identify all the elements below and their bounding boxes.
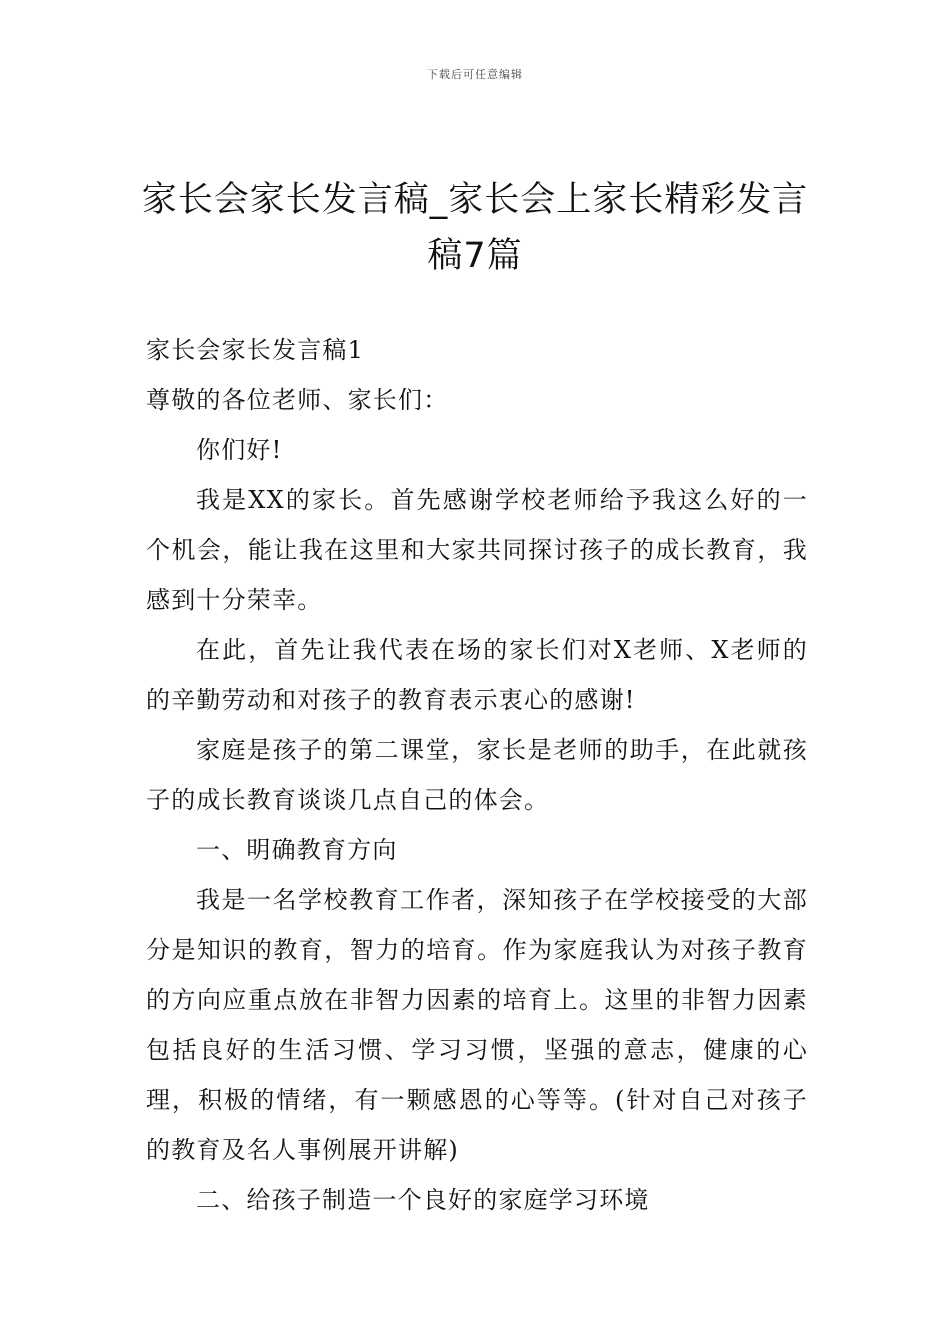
document-title: 家长会家长发言稿_家长会上家长精彩发言稿7篇 xyxy=(141,180,809,276)
document-body xyxy=(146,325,808,1225)
salutation: 尊敬的各位老师、家长们： xyxy=(146,386,449,414)
paragraph-greeting: 你们好! xyxy=(196,436,283,464)
paragraph-thanks: 在此，首先让我代表在场的家长们对X老师、X老师的的辛勤劳动和对孩子的教育表示衷心的感谢! xyxy=(146,636,808,714)
subheading-direction: 一、明确教育方向 xyxy=(196,836,398,864)
paragraph-family-classroom: 家庭是孩子的第二课堂，家长是老师的助手，在此就孩子的成长教育谈谈几点自己的体会。 xyxy=(146,736,808,814)
header-note: 下载后可任意编辑 xyxy=(427,68,523,81)
section-heading: 家长会家长发言稿1 xyxy=(146,336,365,364)
paragraph-introduction: 我是XX的家长。首先感谢学校老师给予我这么好的一个机会，能让我在这里和大家共同探讨孩子的成长教育，我感到十分荣幸。 xyxy=(146,486,808,614)
subheading-environment: 二、给孩子制造一个良好的家庭学习环境 xyxy=(196,1186,650,1214)
paragraph-education-direction: 我是一名学校教育工作者，深知孩子在学校接受的大部分是知识的教育，智力的培育。作为家庭我认为对孩子教育的方向应重点放在非智力因素的培育上。这里的非智力因素包括良好的生活习惯、学习习惯，坚强的意志，健康的心理，积极的情绪，有一颗感恩的心等等。(针对自己对孩子的教育及名人事例展开讲解) xyxy=(146,886,808,1164)
